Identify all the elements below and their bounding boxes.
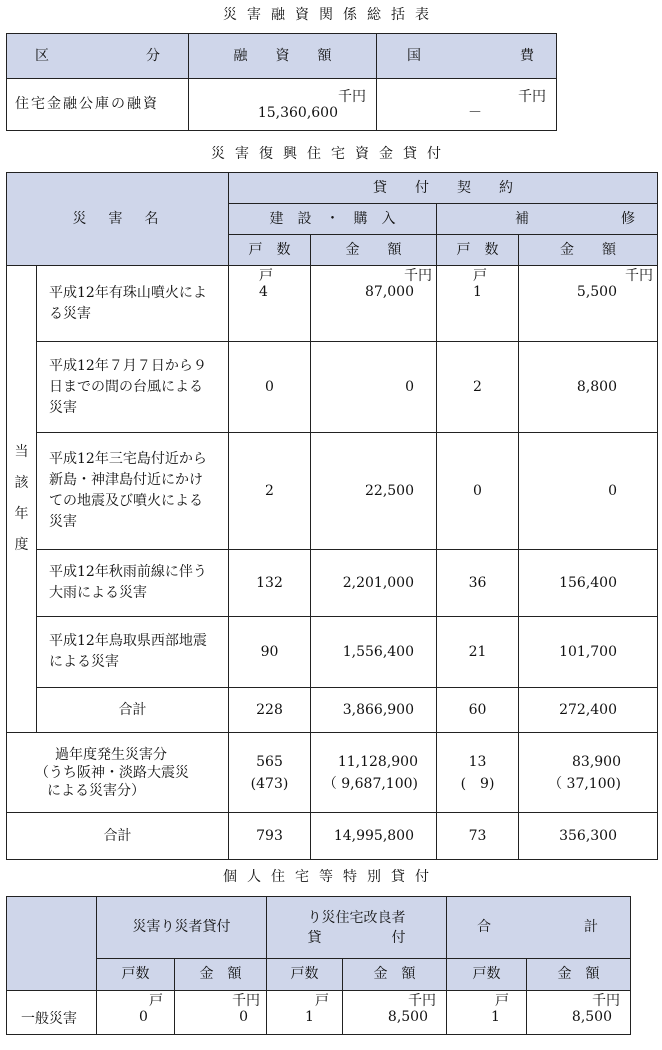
total-repair-count: 73 <box>437 813 519 860</box>
total-build-count: 793 <box>229 813 311 860</box>
header-yushi: 融 資 額 <box>189 34 377 79</box>
total-repair-amount: 356,300 <box>519 813 658 860</box>
header-repair-amount: 金 額 <box>519 235 658 266</box>
header-build: 建 設 ・ 購 入 <box>229 204 437 235</box>
past-repair-amount: 83,900 （ 37,100) <box>519 733 658 813</box>
header-build-amount: 金 額 <box>311 235 437 266</box>
build-amount: 1,556,400 <box>311 617 437 688</box>
special-loan-table <box>6 896 631 1035</box>
build-amount: 千円 87,000 <box>311 266 437 342</box>
repair-amount: 0 <box>519 433 658 550</box>
improve-count: 戸 1 <box>267 991 343 1035</box>
repair-amount: 156,400 <box>519 550 658 617</box>
build-count: 132 <box>229 550 311 617</box>
summary-table <box>6 33 557 131</box>
header-repair: 補 修 <box>437 204 658 235</box>
disaster-name: 平成12年７月７日から９ 日までの間の台風による 災害 <box>37 342 229 433</box>
subtotal-build-amount: 3,866,900 <box>311 688 437 733</box>
summary-table-title: 災害融資関係総括表 <box>223 7 439 23</box>
disaster-name: 平成12年三宅島付近から 新島・神津島付近にかけ ての地震及び噴火による 災害 <box>37 433 229 550</box>
header-kokuhi: 国 費 <box>377 34 557 79</box>
victim-count: 戸 0 <box>97 991 175 1035</box>
build-count: 0 <box>229 342 311 433</box>
repair-count: 36 <box>437 550 519 617</box>
header-repair-count: 戸 数 <box>437 235 519 266</box>
cell-kokuhi: 千円 － <box>377 79 557 131</box>
improve-amount: 千円 8,500 <box>343 991 447 1035</box>
repair-count: 0 <box>437 433 519 550</box>
header-improve-amount: 金 額 <box>343 959 447 991</box>
header-total-count: 戸数 <box>447 959 527 991</box>
reconstruction-table-title: 災害復興住宅資金貸付 <box>211 146 451 162</box>
header-disaster-name: 災 害 名 <box>7 173 229 266</box>
past-years-label: 過年度発生災害分 （うち阪神・淡路大震災 による災害分） <box>7 733 229 813</box>
header-improve-loan: り災住宅改良者 貸 付 <box>267 897 447 959</box>
cell-yushi: 千円 15,360,600 <box>189 79 377 131</box>
past-repair-count: 13 ( 9) <box>437 733 519 813</box>
row-label-koko: 住宅金融公庫の融資 <box>7 79 189 131</box>
header-build-count: 戸 数 <box>229 235 311 266</box>
subtotal-build-count: 228 <box>229 688 311 733</box>
disaster-name: 平成12年有珠山噴火によ る災害 <box>37 266 229 342</box>
special-loan-table-title: 個人住宅等特別貸付 <box>223 869 439 885</box>
build-amount: 22,500 <box>311 433 437 550</box>
repair-amount: 101,700 <box>519 617 658 688</box>
header-total-amount: 金 額 <box>527 959 631 991</box>
repair-amount: 8,800 <box>519 342 658 433</box>
disaster-name: 平成12年鳥取県西部地震 による災害 <box>37 617 229 688</box>
side-label-current-year: 当 該 年 度 <box>7 266 37 733</box>
reconstruction-table <box>6 172 658 860</box>
header-victim-amount: 金 額 <box>175 959 267 991</box>
subtotal-repair-count: 60 <box>437 688 519 733</box>
past-build-amount: 11,128,900 （ 9,687,100) <box>311 733 437 813</box>
build-count: 90 <box>229 617 311 688</box>
header-empty <box>7 897 97 991</box>
header-improve-count: 戸数 <box>267 959 343 991</box>
header-total: 合 計 <box>447 897 631 959</box>
total-label: 合計 <box>7 813 229 860</box>
build-amount: 0 <box>311 342 437 433</box>
past-build-count: 565 (473) <box>229 733 311 813</box>
header-kubun: 区 分 <box>7 34 189 79</box>
header-victim-loan: 災害り災者貸付 <box>97 897 267 959</box>
repair-count: 戸 1 <box>437 266 519 342</box>
total-build-amount: 14,995,800 <box>311 813 437 860</box>
build-count: 戸 4 <box>229 266 311 342</box>
disaster-name: 平成12年秋雨前線に伴う 大雨による災害 <box>37 550 229 617</box>
header-victim-count: 戸数 <box>97 959 175 991</box>
build-count: 2 <box>229 433 311 550</box>
repair-count: 2 <box>437 342 519 433</box>
subtotal-label: 合計 <box>37 688 229 733</box>
total-count: 戸 1 <box>447 991 527 1035</box>
subtotal-repair-amount: 272,400 <box>519 688 658 733</box>
total-amount: 千円 8,500 <box>527 991 631 1035</box>
row-label-general: 一般災害 <box>7 991 97 1035</box>
victim-amount: 千円 0 <box>175 991 267 1035</box>
build-amount: 2,201,000 <box>311 550 437 617</box>
repair-amount: 千円 5,500 <box>519 266 658 342</box>
repair-count: 21 <box>437 617 519 688</box>
header-contract: 貸 付 契 約 <box>229 173 658 204</box>
